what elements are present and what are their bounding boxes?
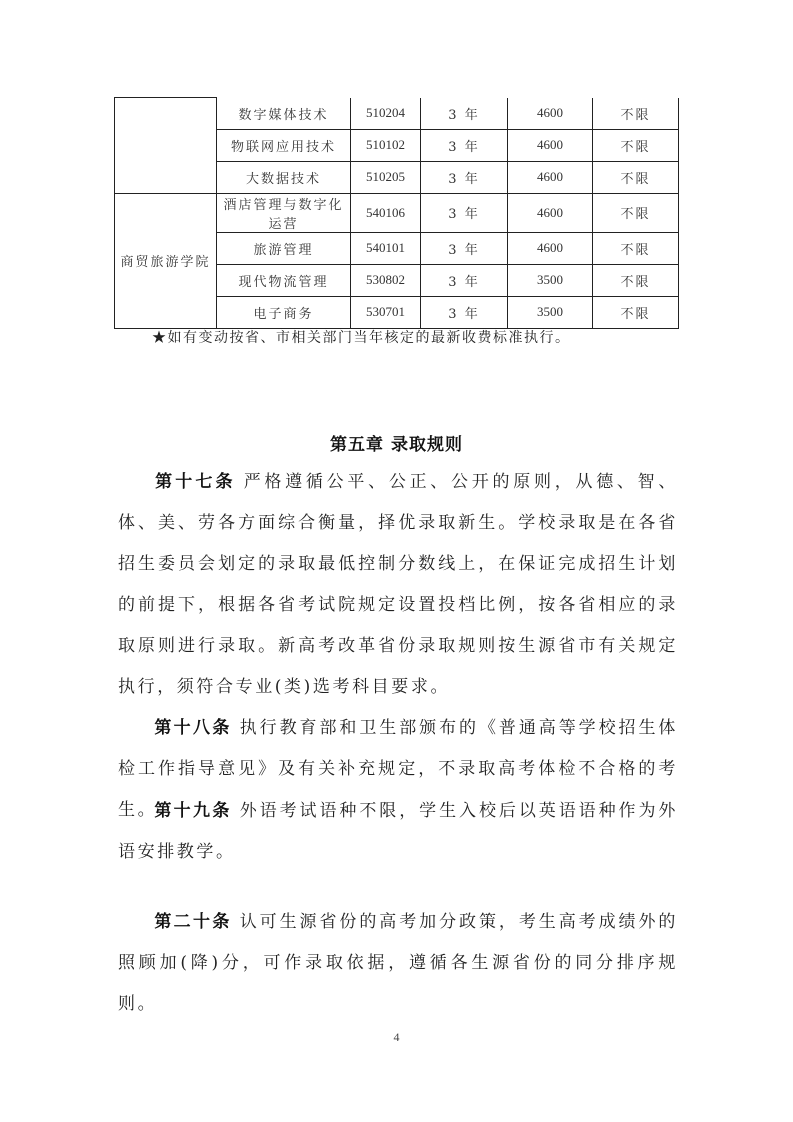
duration-cell: 3 年: [421, 264, 508, 296]
code-cell: 530802: [351, 264, 421, 296]
fee-cell: 4600: [508, 129, 593, 161]
chapter-title: 第五章 录取规则: [330, 435, 463, 455]
major-cell: 酒店管理与数字化运营: [217, 193, 351, 232]
article-text: 执行教育部和卫生部颁布的《普通高等学校招生体检工作指导意见》及有关补充规定，不录取高考体检不合格的考生。: [118, 718, 679, 820]
article-text: 严格遵循公平、公正、公开的原则，从德、智、体、美、劳各方面综合衡量，择优录取新生。学校录取是在各省招生委员会划定的录取最低控制分数线上，在保证完成招生计划的前提下，根据各省考试院规定设置投档比例，按各省相应的录取原则进行录取。新高考改革省份录取规则按生源省市有关规定执行，须符合专业(类)选考科目要求。: [118, 472, 678, 697]
fee-cell: 4600: [508, 98, 593, 130]
table-row: [115, 98, 679, 130]
tuition-table: [114, 97, 679, 329]
fee-cell: 4600: [508, 232, 593, 264]
restriction-cell: 不限: [593, 232, 679, 264]
duration-cell: 3 年: [421, 129, 508, 161]
page-number: 4: [393, 1030, 400, 1044]
major-cell: 现代物流管理: [217, 264, 351, 296]
fee-cell: 3500: [508, 264, 593, 296]
fee-cell: 3500: [508, 296, 593, 328]
code-cell: 540106: [351, 193, 421, 232]
college-cell: [115, 98, 217, 194]
article-19: [118, 791, 678, 873]
article-text: 认可生源省份的高考加分政策，考生高考成绩外的照顾加(降)分，可作录取依据，遵循各生源省份的同分排序规则。: [118, 912, 679, 1014]
article-label: 第十八条: [154, 718, 232, 738]
restriction-cell: 不限: [593, 264, 679, 296]
fee-cell: 4600: [508, 193, 593, 232]
major-cell: 旅游管理: [217, 232, 351, 264]
table-row: [115, 193, 679, 232]
article-17: [118, 462, 678, 708]
code-cell: 510205: [351, 161, 421, 193]
table-footnote: ★如有变动按省、市相关部门当年核定的最新收费标准执行。: [152, 330, 571, 346]
code-cell: 540101: [351, 232, 421, 264]
duration-cell: 3 年: [421, 232, 508, 264]
major-cell: 物联网应用技术: [217, 129, 351, 161]
duration-cell: 3 年: [421, 193, 508, 232]
major-cell: 数字媒体技术: [217, 98, 351, 130]
restriction-cell: 不限: [593, 98, 679, 130]
article-label: 第二十条: [154, 912, 232, 932]
restriction-cell: 不限: [593, 161, 679, 193]
restriction-cell: 不限: [593, 129, 679, 161]
duration-cell: 3 年: [421, 296, 508, 328]
restriction-cell: 不限: [593, 296, 679, 328]
duration-cell: 3 年: [421, 161, 508, 193]
article-20: [118, 902, 678, 1025]
code-cell: 510102: [351, 129, 421, 161]
article-text: 外语考试语种不限，学生入校后以英语语种作为外语安排教学。: [118, 801, 679, 862]
major-cell: 大数据技术: [217, 161, 351, 193]
duration-cell: 3 年: [421, 98, 508, 130]
code-cell: 510204: [351, 98, 421, 130]
restriction-cell: 不限: [593, 193, 679, 232]
code-cell: 530701: [351, 296, 421, 328]
major-cell: 电子商务: [217, 296, 351, 328]
college-cell: 商贸旅游学院: [115, 193, 217, 328]
article-label: 第十七条: [154, 472, 236, 492]
fee-cell: 4600: [508, 161, 593, 193]
article-label: 第十九条: [154, 801, 232, 821]
